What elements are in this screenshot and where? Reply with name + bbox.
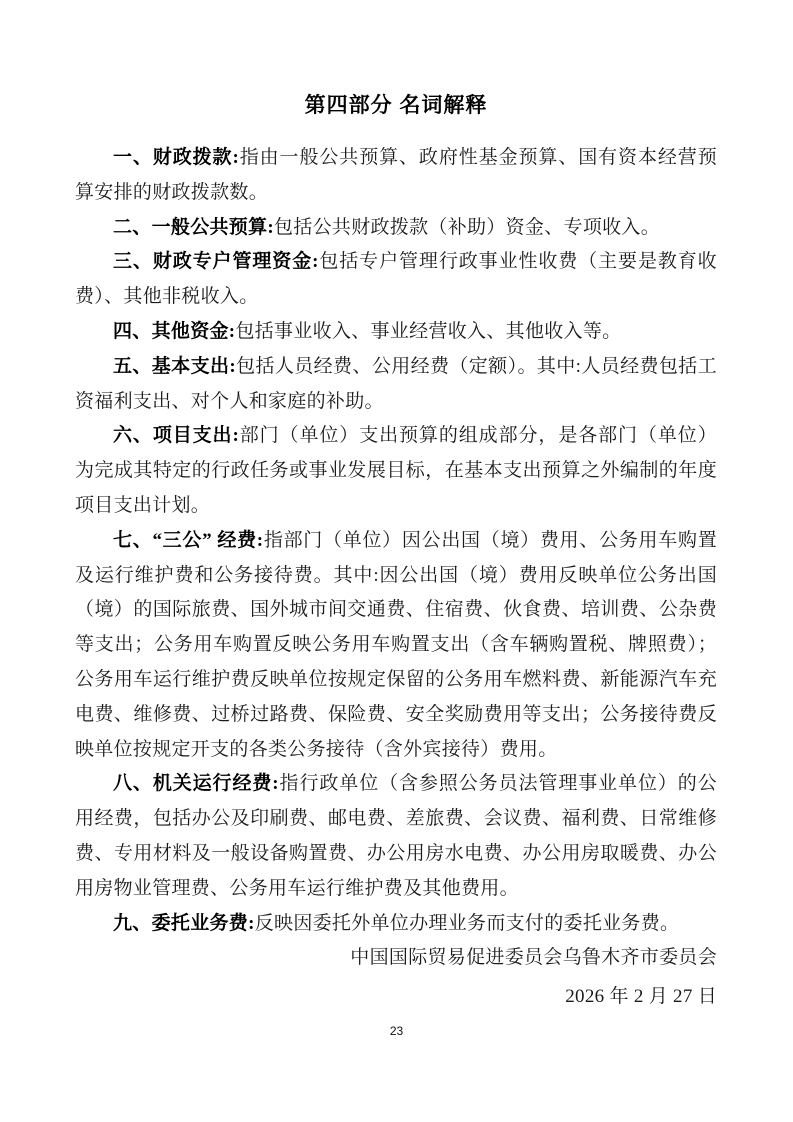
term-paragraph [75,141,717,211]
term-body: 部门（单位）支出预算的组成部分，是各部门（单位）为完成其特定的行政任务或事业发展目标，在基本支出预算之外编制的年度项目支出计划。 [75,425,717,516]
term-paragraph [75,211,717,246]
term-body: 指部门（单位）因公出国（境）费用、公务用车购置及运行维护费和公务接待费。其中:因公出国（境）费用反映单位公务出国（境）的国际旅费、国外城市间交通费、住宿费、伙食费、培训费、公杂费等支出；公务用车购置反映公务用车购置支出（含车辆购置税、牌照费）；公务用车运行维护费反映单位按规定保留的公务用车燃料费、新能源汽车充电费、维修费、过桥过路费、保险费、安全奖励费用等支出；公务接待费反映单位按规定开支的各类公务接待（含外宾接待）费用。 [75,529,717,760]
term-body: 指由一般公共预算、政府性基金预算、国有资本经营预算安排的财政拨款数。 [75,147,717,203]
document-content [75,88,717,1015]
term-body: 指行政单位（含参照公务员法管理事业单位）的公用经费，包括办公及印刷费、邮电费、差旅费、会议费、福利费、日常维修费、专用材料及一般设备购置费、办公用房水电费、办公用房取暖费、办公用房物业管理费、公务用车运行维护费及其他费用。 [75,773,718,899]
term-lead: 三、财政专户管理资金: [113,251,319,273]
term-lead: 七、“三公” 经费: [113,529,264,551]
term-lead: 五、基本支出: [113,355,236,377]
term-paragraph [75,419,717,523]
term-body: 包括事业收入、事业经营收入、其他收入等。 [235,320,622,342]
signature-organization: 中国国际贸易促进委员会乌鲁木齐市委员会 [350,947,717,969]
page-number: 23 [389,1024,404,1038]
term-body: 反映因委托外单位办理业务而支付的委托业务费。 [254,912,680,934]
term-lead: 一、财政拨款: [113,147,240,168]
term-paragraph [75,350,717,420]
term-body: 包括人员经费、公用经费（定额）。其中:人员经费包括工资福利支出、对个人和家庭的补助。 [75,355,717,412]
term-lead: 九、委托业务费: [113,912,255,934]
term-body: 包括公共财政拨款（补助）资金、专项收入。 [274,216,661,238]
term-paragraph [75,907,717,942]
page-title: 第四部分 名词解释 [304,94,488,117]
term-lead: 四、其他资金: [113,320,236,342]
term-paragraph [75,524,717,768]
term-body: 包括专户管理行政事业性收费（主要是教育收费）、其他非税收入。 [75,251,717,308]
term-lead: 八、机关运行经费: [113,773,279,795]
term-lead: 二、一般公共预算: [113,216,275,238]
term-paragraph [75,315,717,350]
terms-list [75,141,717,941]
term-lead: 六、项目支出: [113,425,240,447]
term-paragraph [75,245,717,315]
term-paragraph [75,767,717,906]
signature-date: 2026 年 2 月 27 日 [565,986,717,1008]
